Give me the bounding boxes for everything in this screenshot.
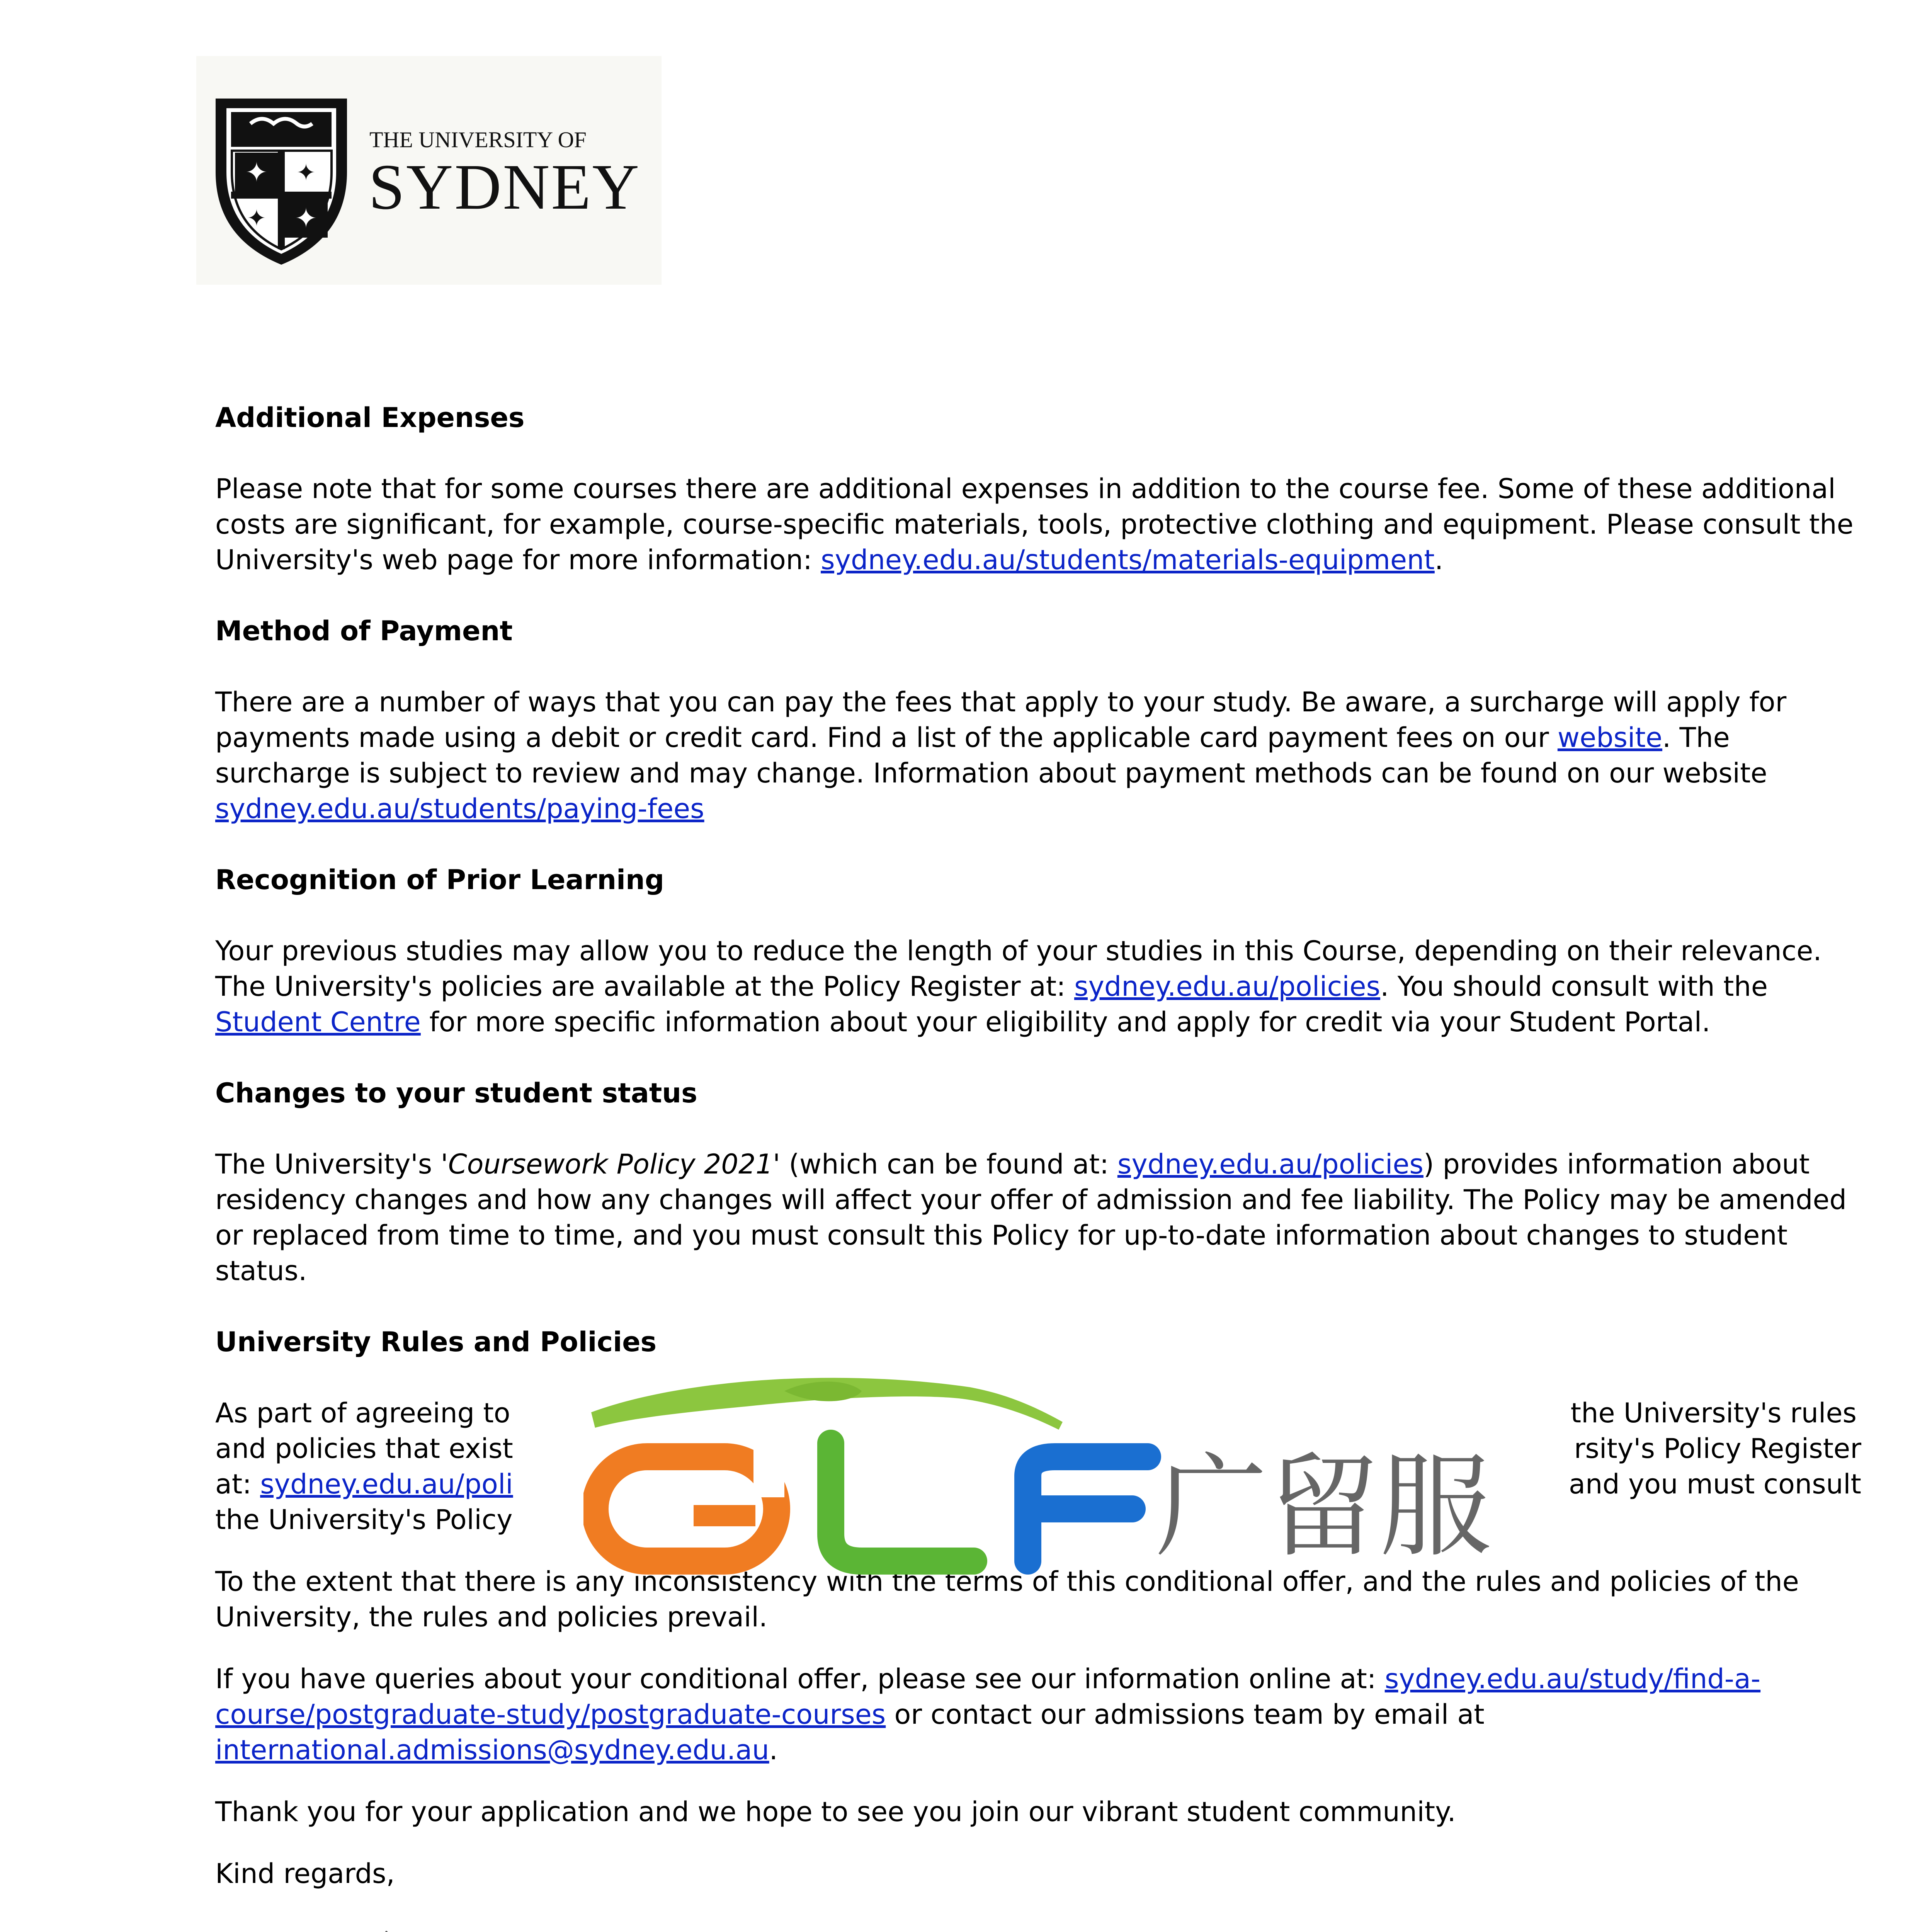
rules-line1-start: As part of agreeing to bbox=[215, 1397, 510, 1429]
link-policies[interactable]: sydney.edu.au/policies bbox=[1074, 971, 1381, 1002]
rules-line2-end: rsity's Policy Register bbox=[1574, 1433, 1861, 1464]
svg-text:✦: ✦ bbox=[294, 202, 318, 234]
heading-prior-learning: Recognition of Prior Learning bbox=[215, 864, 664, 896]
link-materials-equipment[interactable]: sydney.edu.au/students/materials-equipment bbox=[821, 544, 1435, 576]
link-website[interactable]: website bbox=[1557, 722, 1663, 753]
link-student-centre[interactable]: Student Centre bbox=[215, 1006, 421, 1038]
watermark-letter-g-gap bbox=[753, 1443, 784, 1497]
logo-line2: SYDNEY bbox=[369, 151, 639, 223]
paragraph-method-of-payment: There are a number of ways that you can pay the fees that apply to your study. Be aware, a surcharge will apply for payments made using a debit or credit card. Find a list of the applicable card payment fees on our website. The surcharge is subject to review and may change. Information about payment methods can be found on our website sydney.edu.au/students/paying-fees bbox=[215, 686, 1787, 825]
watermark-chinese: 广留服 bbox=[1155, 1442, 1492, 1572]
paragraph-thanks: Thank you for your application and we hope to see you join our vibrant student community. bbox=[215, 1796, 1456, 1828]
paragraph-consistency: To the extent that there is any inconsistency with the terms of this conditional offer, and the rules and policies of the University, the rules and policies prevail. bbox=[215, 1566, 1799, 1633]
svg-text:✦: ✦ bbox=[247, 205, 267, 232]
rules-line1-end: the University's rules bbox=[1570, 1397, 1857, 1429]
watermark-latin-letters bbox=[595, 1443, 1148, 1561]
rules-line3-start: at: sydney.edu.au/poli bbox=[215, 1468, 513, 1500]
watermark-letter-f bbox=[1028, 1457, 1148, 1561]
paragraph-queries: If you have queries about your conditional offer, please see our information online at: sydney.edu.au/study/find-a-course/postgraduate-study/postgraduate-courses or contact our admissions team by email at international.admissions@sydney.edu.au. bbox=[215, 1663, 1761, 1766]
paragraph-additional-expenses: Please note that for some courses there are additional expenses in addition to the course fee. Some of these additional costs are significant, for example, course-specific materials, tools, protective clothing and equipment. Please consult the University's web page for more information: sydney.edu.au/students/materials-equipment. bbox=[215, 473, 1854, 576]
heading-additional-expenses: Additional Expenses bbox=[215, 402, 525, 434]
rules-line2-start: and policies that exist bbox=[215, 1433, 513, 1464]
rules-line3-end: and you must consult bbox=[1569, 1468, 1861, 1500]
link-paying-fees[interactable]: sydney.edu.au/students/paying-fees bbox=[215, 793, 704, 825]
watermark-letter-g-bar bbox=[694, 1505, 755, 1526]
watermark-letter-l bbox=[831, 1443, 974, 1561]
paragraph-regards: Kind regards, bbox=[215, 1858, 395, 1889]
signature-image bbox=[240, 1924, 765, 1932]
letter-body bbox=[215, 400, 1861, 1918]
logo-line1: THE UNIVERSITY OF bbox=[369, 127, 587, 152]
link-postgraduate-courses[interactable]: sydney.edu.au/study/find-a-course/postgraduate-study/postgraduate-courses bbox=[215, 1663, 1761, 1730]
link-policies-3[interactable]: sydney.edu.au/poli bbox=[260, 1468, 513, 1500]
heading-student-status: Changes to your student status bbox=[215, 1077, 697, 1109]
link-admissions-email[interactable]: international.admissions@sydney.edu.au bbox=[215, 1734, 769, 1766]
svg-text:✦: ✦ bbox=[245, 156, 268, 188]
link-policies-2[interactable]: sydney.edu.au/policies bbox=[1117, 1148, 1423, 1180]
university-logo bbox=[196, 56, 662, 285]
paragraph-student-status: The University's 'Coursework Policy 2021' (which can be found at: sydney.edu.au/policies) provides information about residency changes and how any changes will affect your offer of admission and fee liability. The Policy may be amended or replaced from time to time, and you must consult this Policy for up-to-date information about changes to student status. bbox=[215, 1148, 1847, 1287]
heading-method-of-payment: Method of Payment bbox=[215, 615, 513, 647]
rules-line4-start: the University's Policy bbox=[215, 1504, 513, 1536]
policy-name: Coursework Policy 2021 bbox=[448, 1148, 773, 1180]
paragraph-prior-learning: Your previous studies may allow you to reduce the length of your studies in this Course, depending on their relevance. The University's policies are available at the Policy Register at: sydney.edu.au/policies. You should consult with the Student Centre for more specific information about your eligibility and apply for credit via your Student Portal. bbox=[215, 935, 1822, 1038]
watermark-logo bbox=[583, 1376, 1526, 1577]
crest-icon bbox=[216, 99, 347, 265]
svg-text:✦: ✦ bbox=[296, 159, 316, 186]
heading-rules-policies: University Rules and Policies bbox=[215, 1326, 657, 1358]
